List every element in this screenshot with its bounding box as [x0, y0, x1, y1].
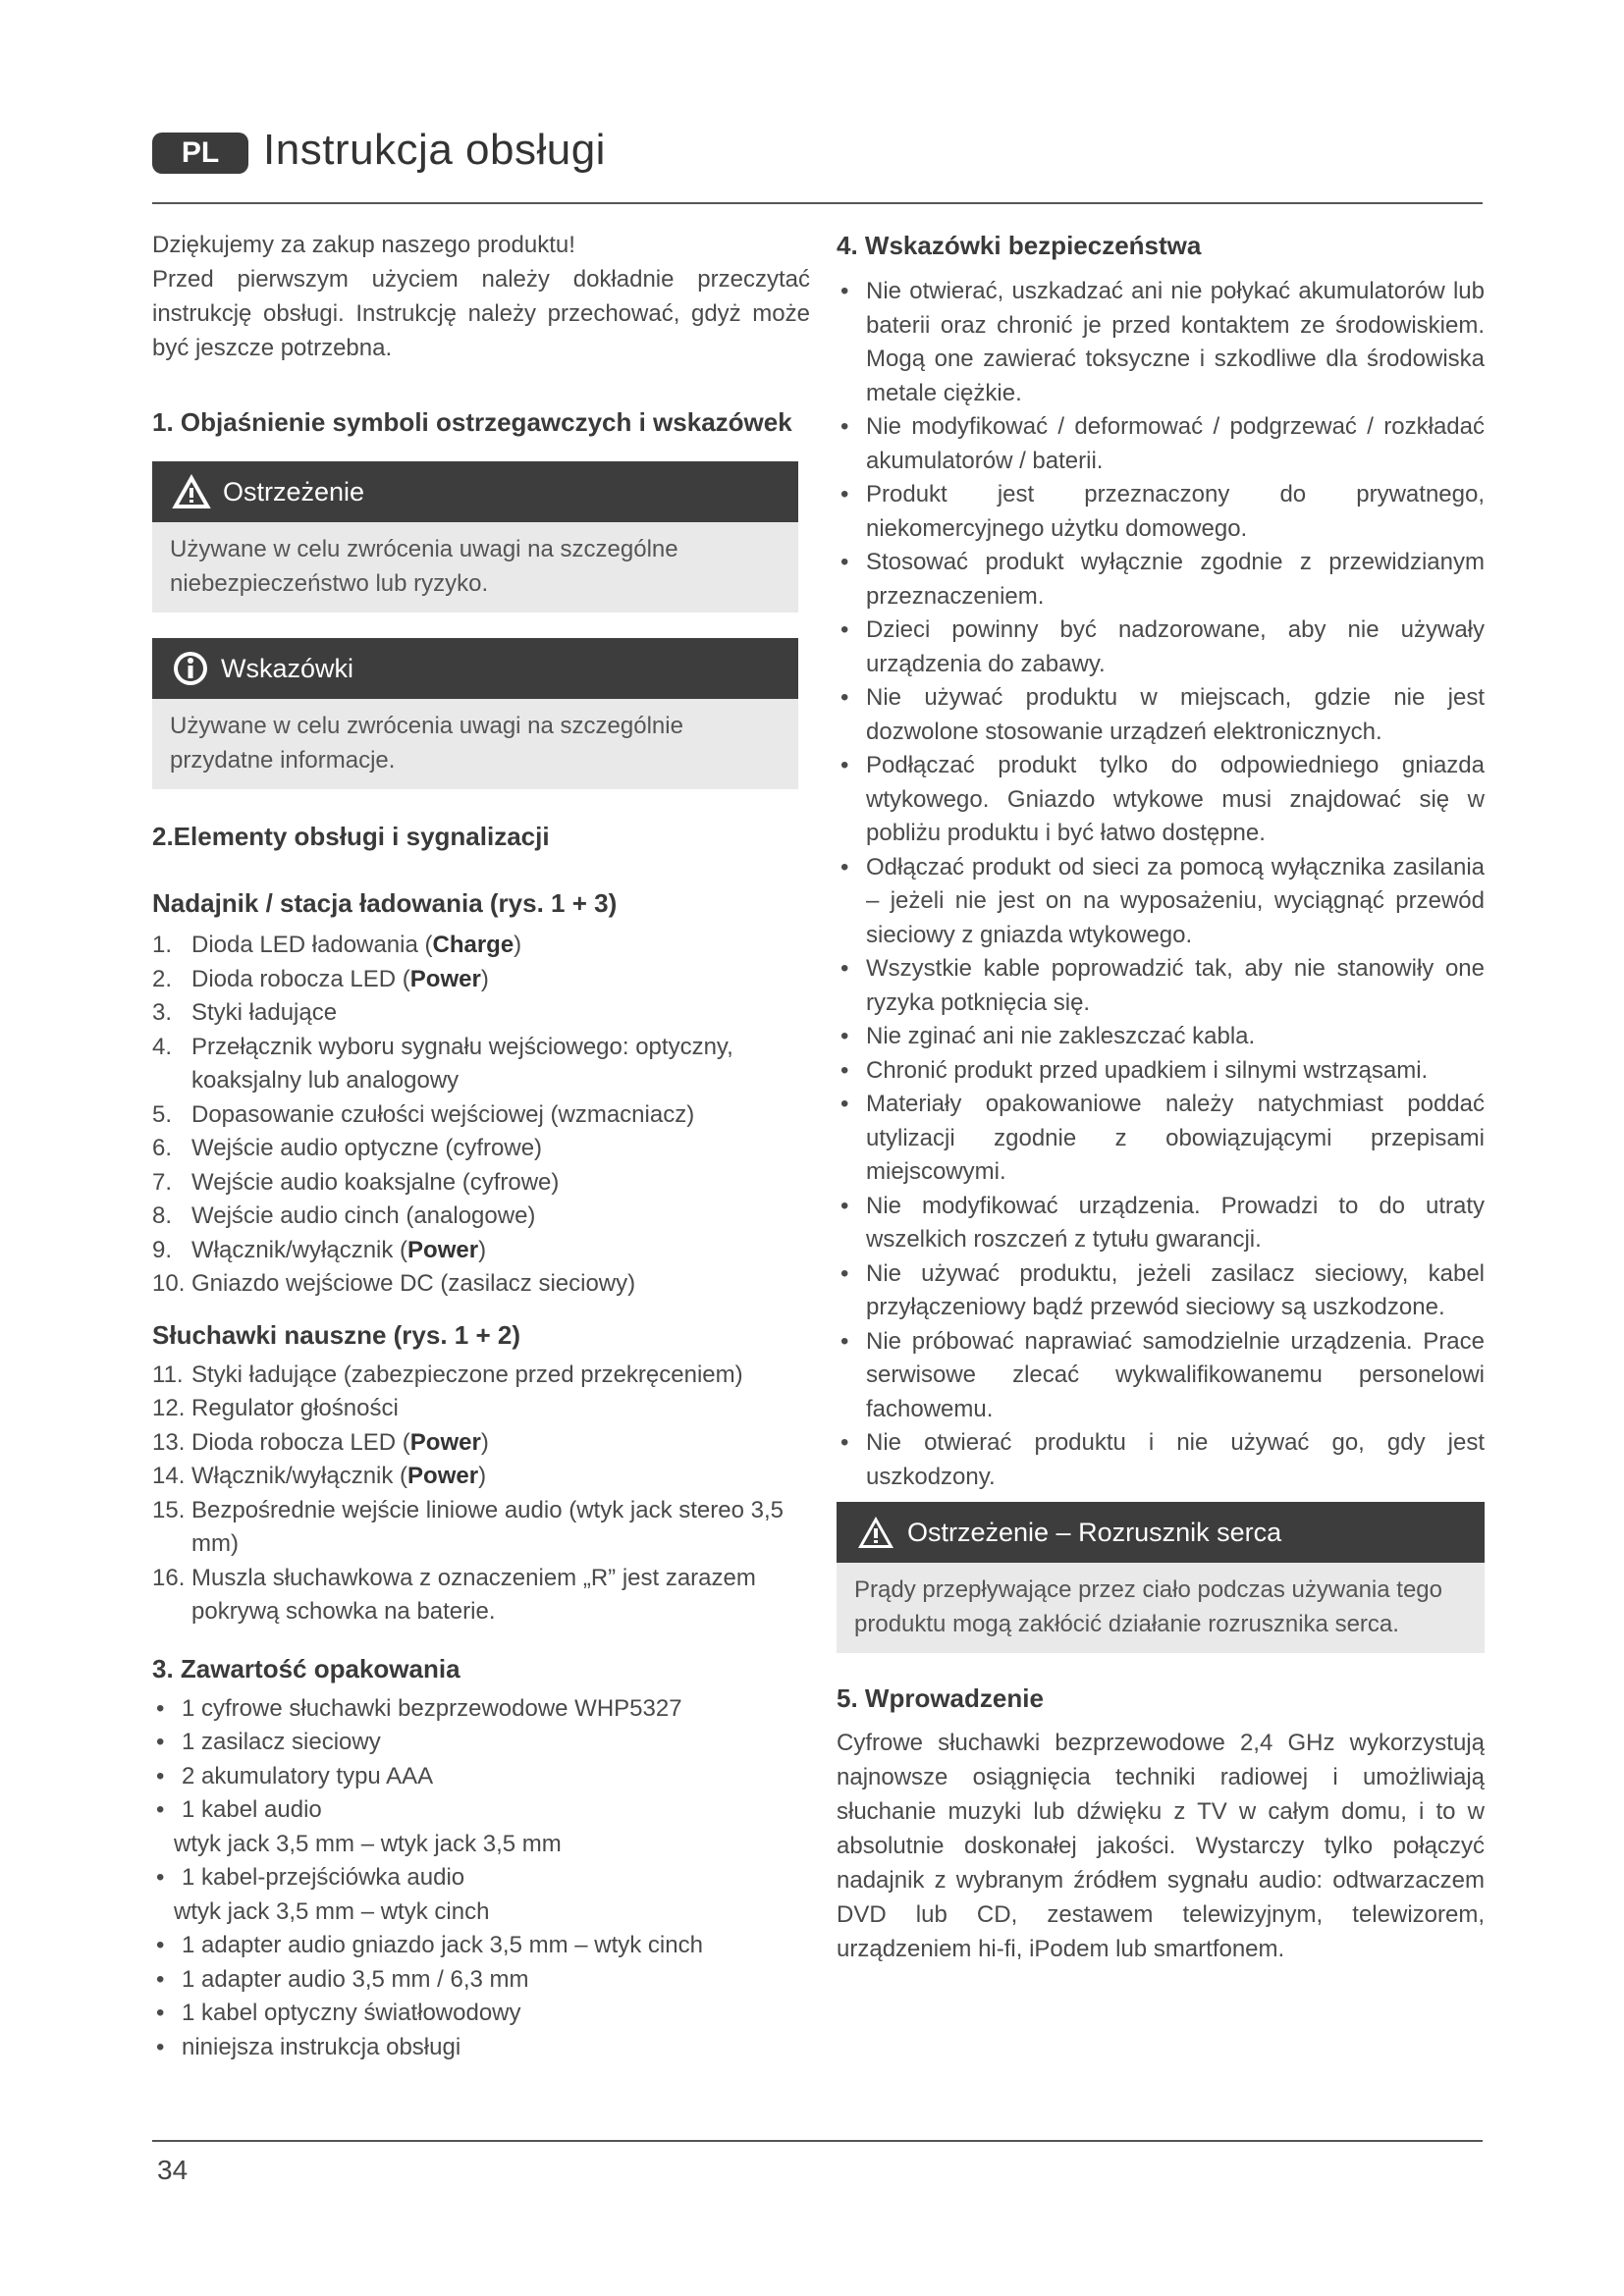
list-item — [152, 1166, 810, 1201]
section5-title: 5. Wprowadzenie — [837, 1683, 1044, 1713]
package-item: • 1 kabel optyczny światłowodowy — [152, 1997, 810, 2031]
warning-description: Używane w celu zwrócenia uwagi na szczególne niebezpieczeństwo lub ryzyko. — [152, 522, 798, 613]
item-text-end: ) — [480, 965, 489, 992]
package-item: • niniejsza instrukcja obsługi — [152, 2031, 810, 2065]
item-text: Włącznik/wyłącznik ( — [191, 1463, 408, 1489]
safety-item: • Stosować produkt wyłącznie zgodnie z przewidzianym przeznaczeniem. — [837, 546, 1485, 614]
list-item — [152, 996, 810, 1031]
introduction-text: Cyfrowe słuchawki bezprzewodowe 2,4 GHz wykorzystują najnowsze osiągnięcia techniki radiowej i umożliwiają słuchanie muzyki lub dźwięku z TV w całym domu, i to w absolutnie doskonałej jakości. Wystarczy tylko połączyć nadajnik z wybranym źródłem sygnału audio: odtwarzaczem DVD lub CD, zestawem telewizyjnym, telewizorem, urządzeniem hi-fi, iPodem lub smartfonem. — [837, 1730, 1485, 1962]
package-item: • 1 cyfrowe słuchawki bezprzewodowe WHP5327 — [152, 1692, 810, 1727]
transmitter-parts-list — [152, 929, 810, 1302]
warning-label: Ostrzeżenie — [223, 476, 365, 507]
warning-triangle-icon — [856, 1515, 895, 1550]
section3-title: 3. Zawartość opakowania — [152, 1653, 460, 1683]
right-column — [837, 228, 1485, 1966]
list-item — [152, 1234, 810, 1268]
intro-thanks: Dziękujemy za zakup naszego produktu! — [152, 232, 575, 258]
item-text-end: ) — [478, 1236, 487, 1263]
pacemaker-warning-header — [837, 1502, 1485, 1563]
section1-title: 1. Objaśnienie symboli ostrzegawczych i wskazówek — [152, 407, 792, 437]
item-text-end: ) — [514, 932, 522, 958]
safety-item: • Chronić produkt przed upadkiem i silnymi wstrząsami. — [837, 1054, 1485, 1089]
list-item — [152, 1031, 810, 1098]
item-text: Regulator głośności — [191, 1395, 399, 1421]
list-item — [152, 1200, 810, 1234]
item-text: Muszla słuchawkowa z oznaczeniem „R” jest zarazem pokrywą schowka na baterie. — [191, 1564, 756, 1625]
section2-title: 2.Elementy obsługi i sygnalizacji — [152, 822, 550, 851]
headphones-parts-list — [152, 1359, 810, 1629]
item-text-end: ) — [480, 1428, 489, 1456]
package-item: wtyk jack 3,5 mm – wtyk jack 3,5 mm — [174, 1830, 562, 1857]
item-number: 4. — [152, 1033, 173, 1060]
header-divider — [152, 202, 1483, 204]
safety-item: • Nie modyfikować urządzenia. Prowadzi to do utraty wszelkich roszczeń z tytułu gwarancji. — [837, 1190, 1485, 1257]
item-text: Włącznik/wyłącznik ( — [191, 1236, 408, 1263]
package-item: • 1 kabel-przejściówka audio — [152, 1861, 810, 1896]
item-text: Gniazdo wejściowe DC (zasilacz sieciowy) — [191, 1270, 636, 1297]
package-item: • 2 akumulatory typu AAA — [152, 1760, 810, 1794]
item-text: Dioda robocza LED ( — [191, 1428, 410, 1456]
item-text: Dopasowanie czułości wejściowej (wzmacniacz) — [191, 1100, 695, 1128]
safety-item: • Wszystkie kable poprowadzić tak, aby nie stanowiły one ryzyka potknięcia się. — [837, 952, 1485, 1020]
item-text: Bezpośrednie wejście liniowe audio (wtyk jack stereo 3,5 mm) — [191, 1496, 784, 1557]
info-label: Wskazówki — [221, 653, 354, 683]
item-bold-label: Power — [407, 1236, 479, 1263]
item-number: 10. — [152, 1270, 186, 1297]
item-number: 9. — [152, 1236, 173, 1263]
list-item — [152, 1426, 810, 1461]
item-text: Przełącznik wyboru sygnału wejściowego: optyczny, koaksjalny lub analogowy — [191, 1033, 733, 1094]
pacemaker-warning-label: Ostrzeżenie – Rozrusznik serca — [907, 1517, 1282, 1547]
list-item — [152, 1392, 810, 1426]
item-number: 7. — [152, 1168, 173, 1196]
page-title: Instrukcja obsługi — [263, 126, 606, 174]
item-bold-label: Power — [407, 1463, 479, 1489]
item-text-end: ) — [478, 1463, 487, 1489]
list-item — [152, 1098, 810, 1133]
list-item — [152, 1359, 810, 1393]
item-number: 15. — [152, 1496, 186, 1523]
list-item — [152, 929, 810, 963]
footer-divider — [152, 2140, 1483, 2142]
item-number: 13. — [152, 1428, 186, 1456]
item-text: Dioda robocza LED ( — [191, 965, 410, 992]
info-box — [152, 638, 798, 789]
item-text: Wejście audio koaksjalne (cyfrowe) — [191, 1168, 560, 1196]
item-bold-label: Power — [409, 1428, 481, 1456]
item-text: Wejście audio optyczne (cyfrowe) — [191, 1135, 543, 1161]
list-item — [152, 1494, 810, 1562]
item-bold-label: Charge — [432, 932, 514, 958]
safety-item: • Nie używać produktu, jeżeli zasilacz sieciowy, kabel przyłączeniowy bądź przewód sieciowy są uszkodzone. — [837, 1257, 1485, 1325]
list-item — [152, 1460, 810, 1494]
intro-text: Przed pierwszym użyciem należy dokładnie przeczytać instrukcję obsługi. Instrukcję należy przechować, gdyż może być jeszcze potrzebna. — [152, 266, 810, 361]
safety-item: • Nie próbować naprawiać samodzielnie urządzenia. Prace serwisowe zlecać wykwalifikowanemu personelowi fachowemu. — [837, 1325, 1485, 1427]
item-number: 3. — [152, 999, 173, 1026]
list-item — [152, 1267, 810, 1302]
item-number: 16. — [152, 1564, 186, 1591]
warning-box-header — [152, 461, 798, 522]
package-item: wtyk jack 3,5 mm – wtyk cinch — [174, 1897, 490, 1925]
info-icon — [172, 650, 209, 687]
list-item — [152, 1562, 810, 1629]
warning-box — [152, 461, 798, 613]
page-number: 34 — [157, 2155, 189, 2185]
headphones-title: Słuchawki nauszne (rys. 1 + 2) — [152, 1319, 520, 1350]
safety-item: • Nie zginać ani nie zakleszczać kabla. — [837, 1020, 1485, 1054]
safety-item: • Dzieci powinny być nadzorowane, aby nie używały urządzenia do zabawy. — [837, 614, 1485, 681]
item-number: 1. — [152, 932, 173, 958]
item-number: 5. — [152, 1100, 173, 1128]
pacemaker-warning-description: Prądy przepływające przez ciało podczas używania tego produktu mogą zakłócić działanie rozrusznika serca. — [837, 1563, 1485, 1653]
package-item: • 1 adapter audio gniazdo jack 3,5 mm – wtyk cinch — [152, 1929, 810, 1963]
safety-item: • Podłączać produkt tylko do odpowiedniego gniazda wtykowego. Gniazdo wtykowe musi znajdować się w pobliżu produktu i być łatwo dostępne. — [837, 749, 1485, 851]
item-text: Styki ładujące (zabezpieczone przed przekręceniem) — [191, 1361, 743, 1388]
item-number: 12. — [152, 1395, 186, 1421]
item-text: Wejście audio cinch (analogowe) — [191, 1202, 536, 1229]
item-number: 2. — [152, 965, 173, 992]
safety-item: • Nie używać produktu w miejscach, gdzie nie jest dozwolone stosowanie urządzeń elektronicznych. — [837, 681, 1485, 749]
safety-item: • Produkt jest przeznaczony do prywatnego, niekomercyjnego użytku domowego. — [837, 478, 1485, 546]
info-description: Używane w celu zwrócenia uwagi na szczególnie przydatne informacje. — [152, 699, 798, 789]
section4-title: 4. Wskazówki bezpieczeństwa — [837, 231, 1202, 260]
pacemaker-warning-box — [837, 1502, 1485, 1653]
warning-triangle-icon — [172, 474, 211, 509]
safety-item: • Materiały opakowaniowe należy natychmiast poddać utylizacji zgodnie z obowiązującymi przepisami miejscowymi. — [837, 1088, 1485, 1190]
package-contents-list — [152, 1692, 810, 2065]
safety-item: • Nie otwierać, uszkadzać ani nie połykać akumulatorów lub baterii oraz chronić je przed kontaktem ze środowiskiem. Mogą one zawierać toksyczne i szkodliwe dla środowiska metale ciężkie. — [837, 275, 1485, 410]
safety-list — [837, 275, 1485, 1494]
list-item — [152, 963, 810, 997]
safety-item: • Odłączać produkt od sieci za pomocą wyłącznika zasilania – jeżeli nie jest on na wyposażeniu, wyciągnąć przewód sieciowy z gniazda wtykowego. — [837, 851, 1485, 953]
item-number: 8. — [152, 1202, 173, 1229]
item-bold-label: Power — [409, 965, 481, 992]
item-number: 14. — [152, 1463, 186, 1489]
safety-item: • Nie otwierać produktu i nie używać go, gdy jest uszkodzony. — [837, 1426, 1485, 1494]
package-item: • 1 adapter audio 3,5 mm / 6,3 mm — [152, 1963, 810, 1998]
transmitter-title: Nadajnik / stacja ładowania (rys. 1 + 3) — [152, 888, 618, 918]
item-number: 11. — [152, 1361, 184, 1388]
list-item — [152, 1132, 810, 1166]
safety-item: • Nie modyfikować / deformować / podgrzewać / rozkładać akumulatorów / baterii. — [837, 410, 1485, 478]
item-text: Dioda LED ładowania ( — [191, 932, 433, 958]
item-number: 6. — [152, 1135, 173, 1161]
package-item: • 1 kabel audio — [152, 1793, 810, 1828]
left-column — [152, 228, 810, 2064]
package-item: • 1 zasilacz sieciowy — [152, 1726, 810, 1760]
info-box-header — [152, 638, 798, 699]
language-badge: PL — [152, 133, 248, 174]
item-text: Styki ładujące — [191, 999, 338, 1026]
